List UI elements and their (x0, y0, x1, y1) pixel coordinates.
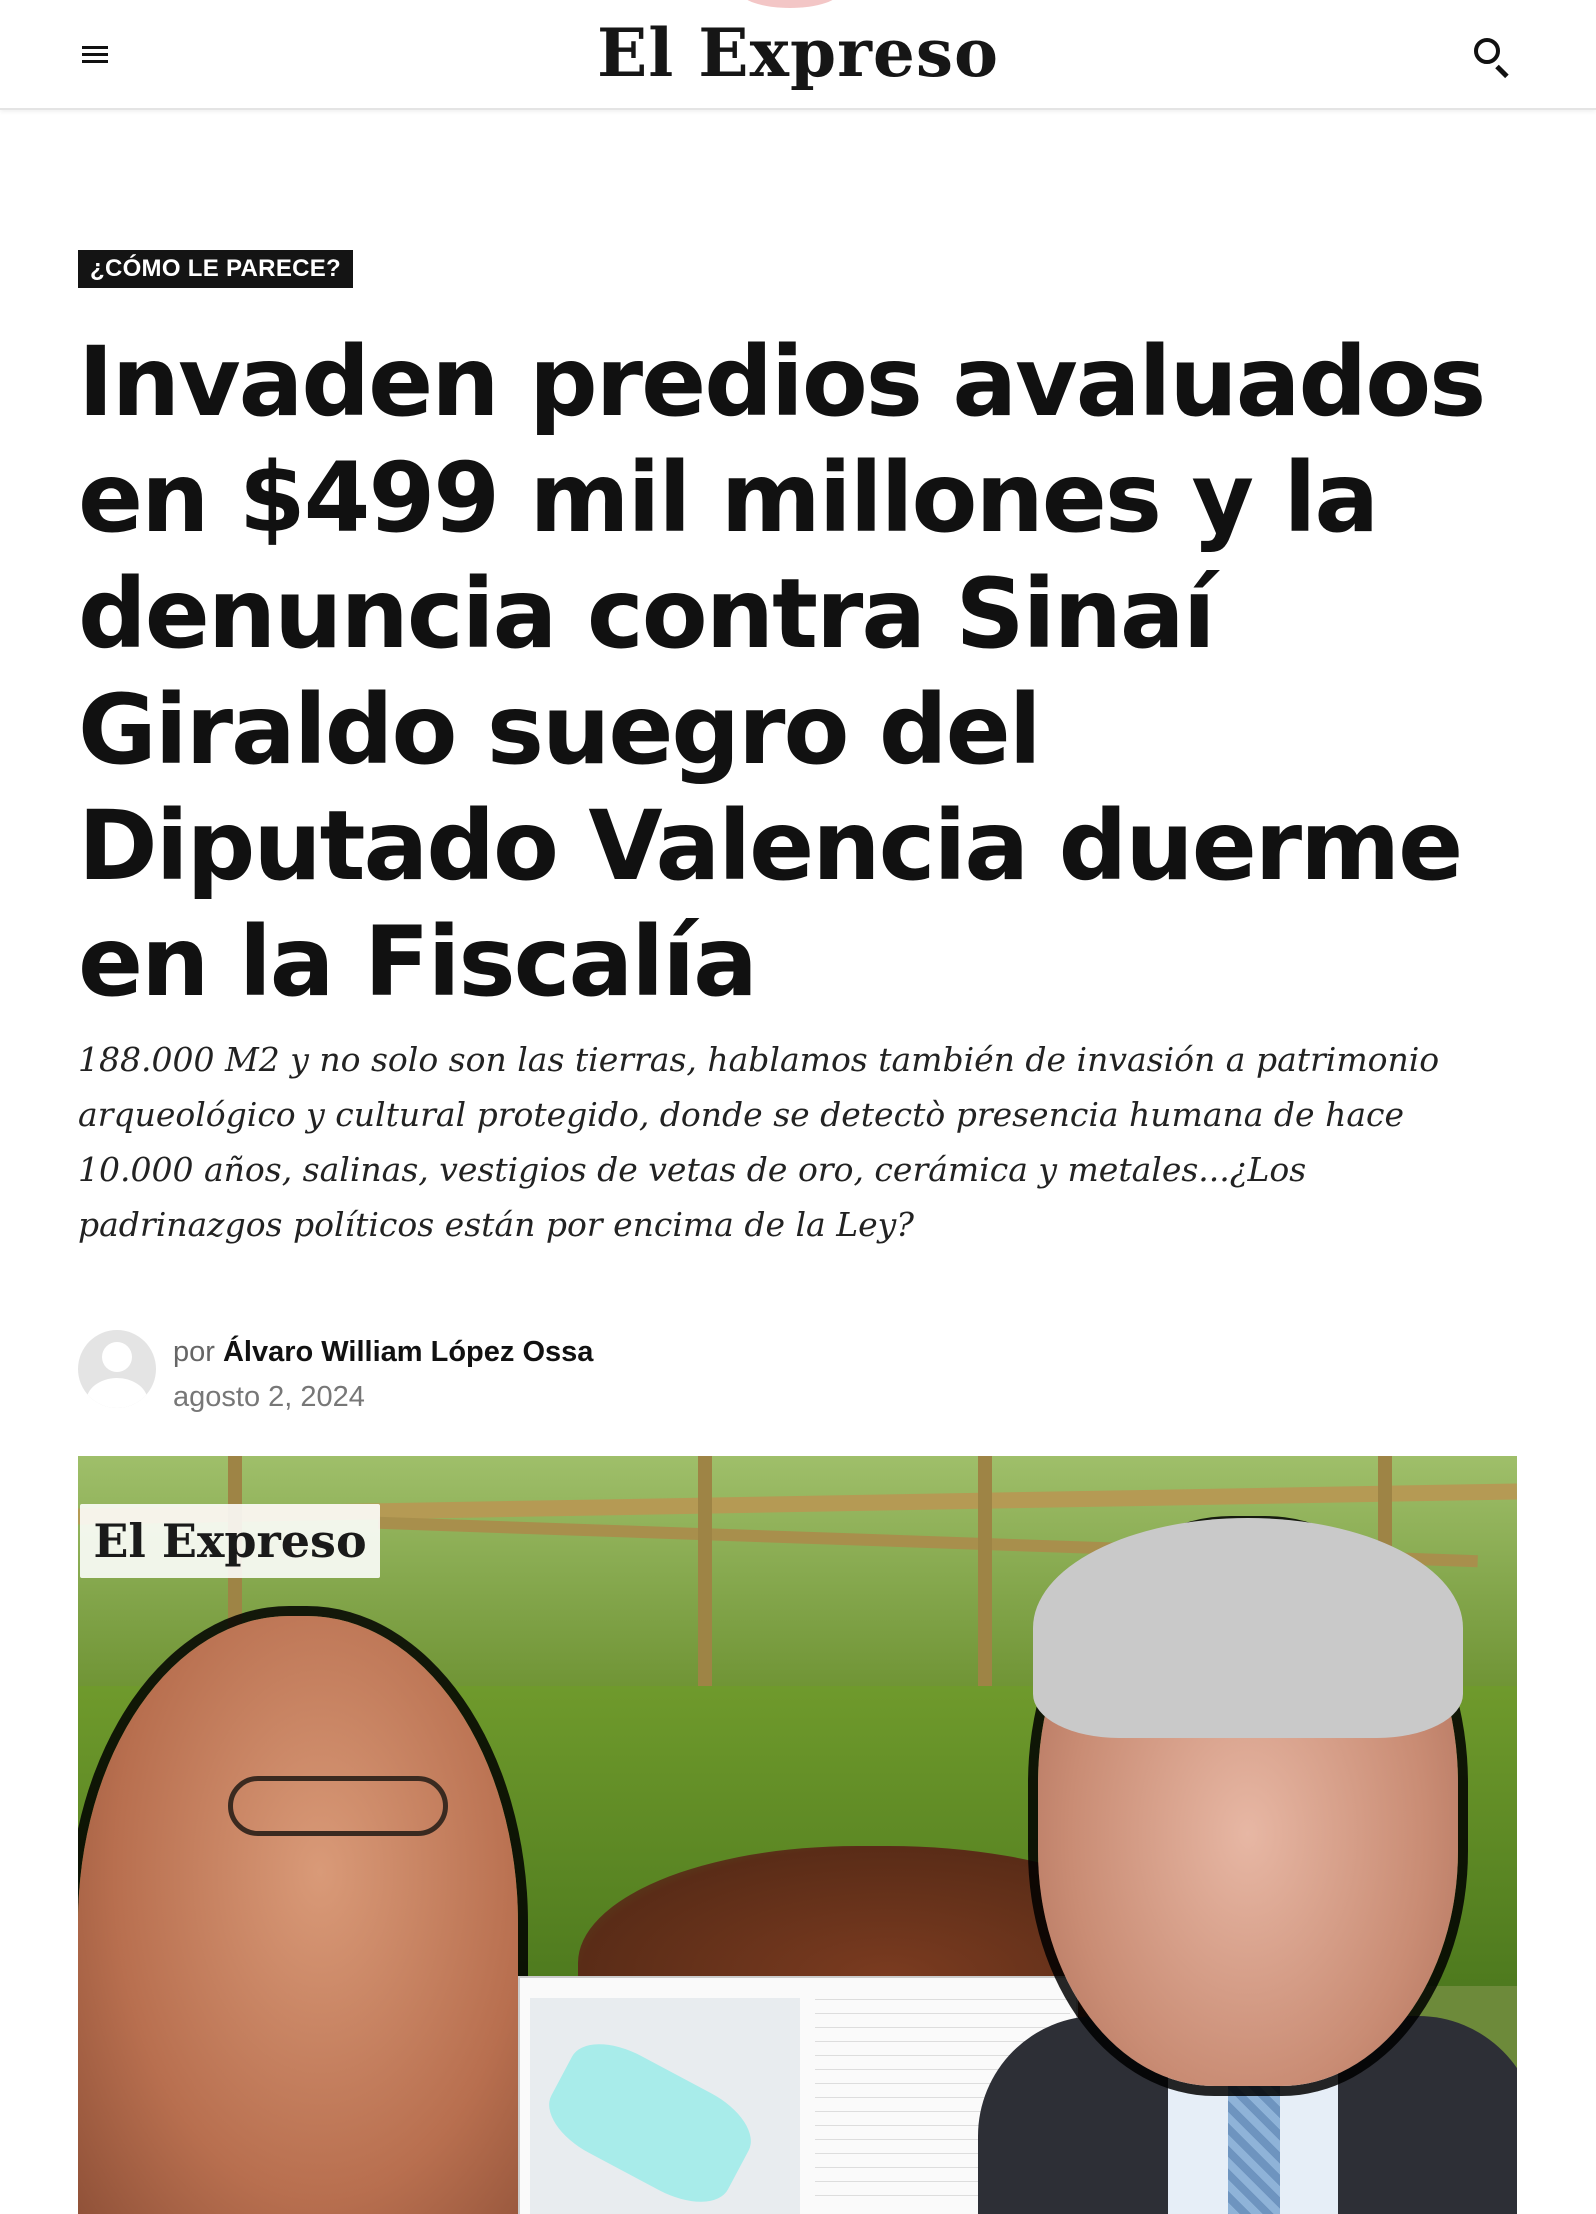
byline-prefix: por (173, 1336, 215, 1368)
search-icon[interactable] (1470, 34, 1514, 78)
person-left (78, 1616, 518, 2214)
category-badge[interactable]: ¿CÓMO LE PARECE? (78, 250, 353, 288)
author-avatar[interactable] (78, 1330, 156, 1408)
featured-image[interactable] (78, 1456, 1517, 2214)
publish-date: agosto 2, 2024 (173, 1381, 365, 1413)
byline (173, 1332, 593, 1372)
article-headline: Invaden predios avaluados en $499 mil millones y la denuncia contra Sinaí Giraldo suegro del Diputado Valencia duerme en la Fiscalía (78, 326, 1485, 1018)
image-watermark-logo: El Expreso (80, 1504, 380, 1578)
author-link[interactable]: Álvaro William López Ossa (222, 1336, 594, 1368)
logo-decoration (740, 0, 840, 8)
site-header (0, 0, 1596, 110)
article-subtitle: 188.000 M2 y no solo son las tierras, hablamos también de invasión a patrimonio arqueológico y cultural protegido, donde se detectò presencia humana de hace 10.000 años, salinas, vestigios de vetas de oro, cerámica y metales...¿Los padrinazgos políticos están por encima de la Ley? (78, 1040, 1440, 1244)
site-logo[interactable]: El Expreso (596, 14, 1000, 92)
